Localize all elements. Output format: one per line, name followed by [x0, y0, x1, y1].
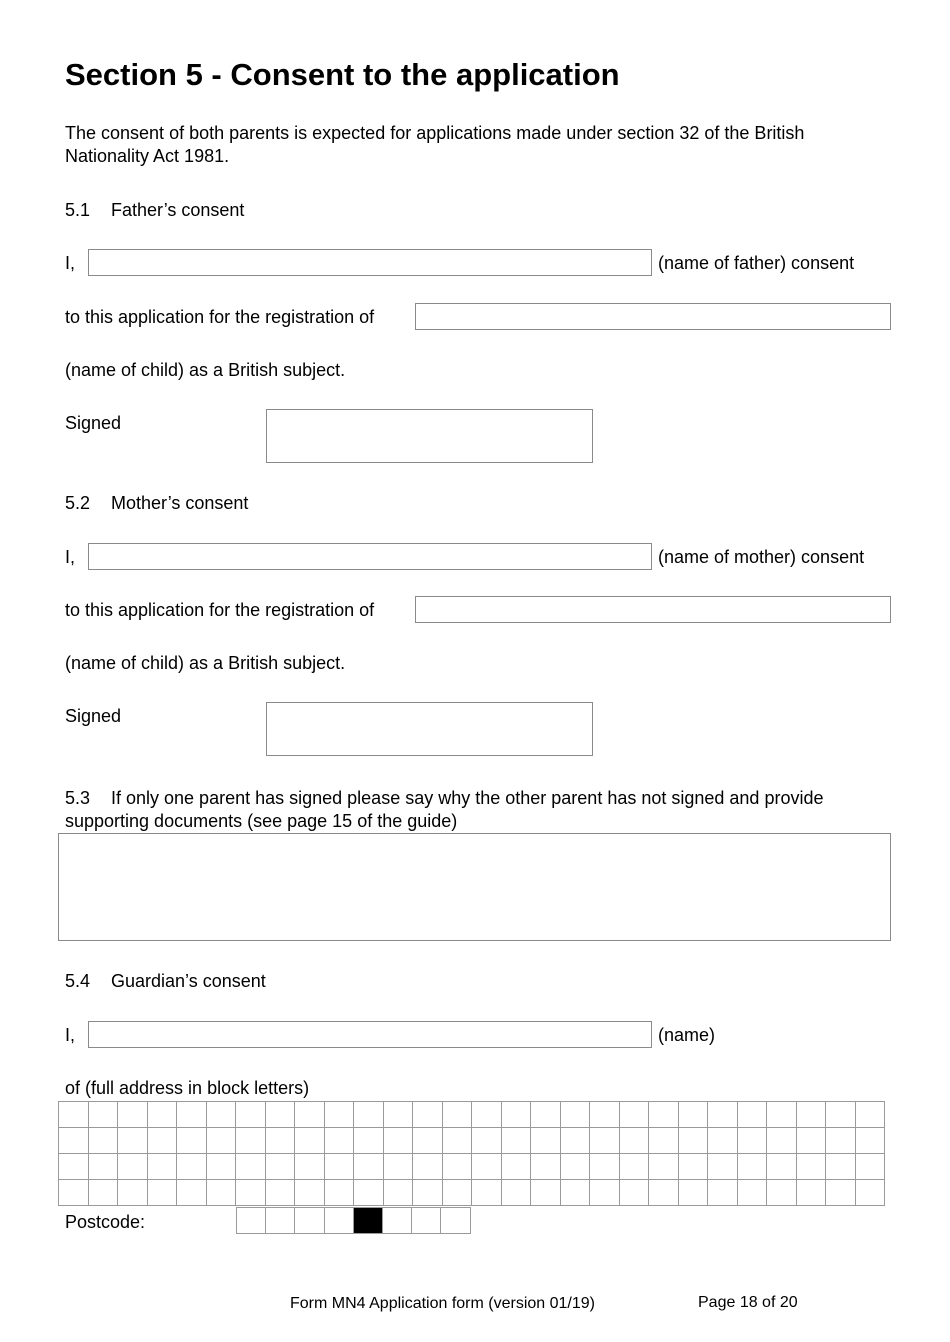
postcode-box[interactable]	[441, 1208, 470, 1234]
letter-box[interactable]	[649, 1102, 679, 1128]
letter-box[interactable]	[265, 1154, 295, 1180]
intro-text-line-1: The consent of both parents is expected for applications made under section 32 of the British	[65, 123, 805, 143]
letter-box[interactable]	[855, 1180, 885, 1206]
letter-box[interactable]	[383, 1128, 413, 1154]
letter-box[interactable]	[619, 1154, 649, 1180]
letter-box[interactable]	[442, 1128, 472, 1154]
address-grid-row	[59, 1154, 885, 1180]
mother-section-title: Mother’s consent	[111, 493, 249, 513]
letter-box[interactable]	[531, 1180, 561, 1206]
letter-box[interactable]	[708, 1102, 738, 1128]
letter-box[interactable]	[118, 1154, 148, 1180]
letter-box[interactable]	[59, 1154, 89, 1180]
postcode-box[interactable]	[237, 1208, 266, 1234]
letter-box[interactable]	[796, 1154, 826, 1180]
father-i-label: I,	[65, 253, 76, 273]
letter-box[interactable]	[826, 1154, 856, 1180]
letter-box[interactable]	[678, 1128, 708, 1154]
letter-box[interactable]	[501, 1154, 531, 1180]
letter-box[interactable]	[206, 1154, 236, 1180]
letter-box[interactable]	[147, 1154, 177, 1180]
letter-box[interactable]	[88, 1154, 118, 1180]
guardian-name-field[interactable]	[88, 1021, 652, 1048]
father-signature-field[interactable]	[266, 409, 593, 463]
letter-box[interactable]	[59, 1102, 89, 1128]
guardian-section-number: 5.4	[65, 971, 91, 991]
letter-box[interactable]	[501, 1180, 531, 1206]
letter-box[interactable]	[649, 1128, 679, 1154]
intro-text-line-2: Nationality Act 1981.	[65, 146, 230, 166]
letter-box[interactable]	[767, 1128, 797, 1154]
letter-box[interactable]	[177, 1102, 207, 1128]
letter-box[interactable]	[324, 1180, 354, 1206]
postcode-box[interactable]	[382, 1208, 411, 1234]
letter-box[interactable]	[855, 1154, 885, 1180]
letter-box[interactable]	[649, 1154, 679, 1180]
letter-box[interactable]	[678, 1180, 708, 1206]
guardian-i-label: I,	[65, 1025, 76, 1045]
letter-box[interactable]	[649, 1180, 679, 1206]
guardian-name-suffix: (name)	[658, 1025, 716, 1045]
letter-box[interactable]	[855, 1128, 885, 1154]
letter-box[interactable]	[590, 1180, 620, 1206]
guardian-section-title: Guardian’s consent	[111, 971, 266, 991]
one-parent-question	[65, 787, 823, 833]
letter-box[interactable]	[413, 1154, 443, 1180]
letter-box[interactable]	[560, 1180, 590, 1206]
letter-box[interactable]	[118, 1180, 148, 1206]
letter-box[interactable]	[737, 1154, 767, 1180]
mother-name-suffix: (name of mother) consent	[658, 547, 865, 567]
letter-box[interactable]	[59, 1180, 89, 1206]
father-consent-heading	[65, 200, 244, 221]
letter-box[interactable]	[265, 1180, 295, 1206]
letter-box[interactable]	[383, 1154, 413, 1180]
letter-box[interactable]	[236, 1154, 266, 1180]
letter-box[interactable]	[295, 1128, 325, 1154]
letter-box[interactable]	[88, 1180, 118, 1206]
letter-box[interactable]	[295, 1154, 325, 1180]
letter-box[interactable]	[147, 1128, 177, 1154]
guardian-address-label: of (full address in block letters)	[65, 1078, 310, 1098]
father-name-suffix: (name of father) consent	[658, 253, 855, 273]
letter-box[interactable]	[767, 1180, 797, 1206]
letter-box[interactable]	[413, 1128, 443, 1154]
letter-box[interactable]	[560, 1102, 590, 1128]
postcode-separator-box	[353, 1208, 382, 1234]
letter-box[interactable]	[767, 1102, 797, 1128]
one-parent-reason-textarea[interactable]	[58, 833, 891, 941]
footer-page-number: Page 18 of 20	[698, 1294, 798, 1311]
postcode-box[interactable]	[324, 1208, 353, 1234]
letter-box[interactable]	[737, 1180, 767, 1206]
letter-box[interactable]	[619, 1102, 649, 1128]
address-block-letter-grid[interactable]	[58, 1101, 885, 1206]
letter-box[interactable]	[354, 1128, 384, 1154]
letter-box[interactable]	[383, 1102, 413, 1128]
letter-box[interactable]	[590, 1154, 620, 1180]
letter-box[interactable]	[796, 1102, 826, 1128]
letter-box[interactable]	[354, 1102, 384, 1128]
letter-box[interactable]	[88, 1102, 118, 1128]
address-grid-row	[59, 1128, 885, 1154]
letter-box[interactable]	[737, 1102, 767, 1128]
letter-box[interactable]	[826, 1102, 856, 1128]
footer-form-info: Form MN4 Application form (version 01/19)	[290, 1295, 595, 1312]
mother-child-line: (name of child) as a British subject.	[65, 653, 346, 673]
letter-box[interactable]	[236, 1180, 266, 1206]
page-title: Section 5 - Consent to the application	[65, 57, 620, 92]
letter-box[interactable]	[826, 1128, 856, 1154]
mother-name-field[interactable]	[88, 543, 652, 570]
letter-box[interactable]	[472, 1102, 502, 1128]
letter-box[interactable]	[354, 1180, 384, 1206]
one-parent-section-number: 5.3	[65, 788, 91, 808]
letter-box[interactable]	[413, 1102, 443, 1128]
letter-box[interactable]	[560, 1128, 590, 1154]
postcode-box[interactable]	[412, 1208, 441, 1234]
guardian-consent-heading	[65, 971, 266, 992]
postcode-label: Postcode:	[65, 1212, 146, 1232]
letter-box[interactable]	[265, 1102, 295, 1128]
letter-box[interactable]	[560, 1154, 590, 1180]
letter-box[interactable]	[265, 1128, 295, 1154]
letter-box[interactable]	[796, 1180, 826, 1206]
letter-box[interactable]	[619, 1180, 649, 1206]
letter-box[interactable]	[413, 1180, 443, 1206]
letter-box[interactable]	[206, 1102, 236, 1128]
letter-box[interactable]	[472, 1128, 502, 1154]
father-signed-label: Signed	[65, 413, 122, 433]
letter-box[interactable]	[177, 1180, 207, 1206]
letter-box[interactable]	[590, 1128, 620, 1154]
letter-box[interactable]	[708, 1128, 738, 1154]
letter-box[interactable]	[324, 1128, 354, 1154]
letter-box[interactable]	[708, 1154, 738, 1180]
postcode-box[interactable]	[295, 1208, 324, 1234]
letter-box[interactable]	[619, 1128, 649, 1154]
letter-box[interactable]	[147, 1180, 177, 1206]
letter-box[interactable]	[236, 1128, 266, 1154]
letter-box[interactable]	[354, 1154, 384, 1180]
letter-box[interactable]	[206, 1128, 236, 1154]
letter-box[interactable]	[531, 1128, 561, 1154]
letter-box[interactable]	[472, 1154, 502, 1180]
letter-box[interactable]	[708, 1180, 738, 1206]
letter-box[interactable]	[118, 1102, 148, 1128]
letter-box[interactable]	[737, 1128, 767, 1154]
letter-box[interactable]	[531, 1154, 561, 1180]
father-registration-label: to this application for the registration of	[65, 307, 375, 327]
mother-registration-label: to this application for the registration of	[65, 600, 375, 620]
letter-box[interactable]	[177, 1128, 207, 1154]
father-section-title: Father’s consent	[111, 200, 245, 220]
letter-box[interactable]	[295, 1180, 325, 1206]
letter-box[interactable]	[796, 1128, 826, 1154]
letter-box[interactable]	[472, 1180, 502, 1206]
mother-section-number: 5.2	[65, 493, 91, 513]
letter-box[interactable]	[324, 1154, 354, 1180]
address-grid-row	[59, 1102, 885, 1128]
mother-consent-heading	[65, 493, 248, 514]
letter-box[interactable]	[324, 1102, 354, 1128]
one-parent-text-line-1: If only one parent has signed please say why the other parent has not signed and provide	[111, 788, 824, 808]
letter-box[interactable]	[442, 1154, 472, 1180]
address-grid-row	[59, 1180, 885, 1206]
letter-box[interactable]	[177, 1154, 207, 1180]
postcode-grid[interactable]	[236, 1207, 471, 1234]
letter-box[interactable]	[501, 1102, 531, 1128]
father-child-line: (name of child) as a British subject.	[65, 360, 346, 380]
letter-box[interactable]	[118, 1128, 148, 1154]
letter-box[interactable]	[206, 1180, 236, 1206]
letter-box[interactable]	[442, 1102, 472, 1128]
father-section-number: 5.1	[65, 200, 91, 220]
letter-box[interactable]	[88, 1128, 118, 1154]
letter-box[interactable]	[59, 1128, 89, 1154]
letter-box[interactable]	[147, 1102, 177, 1128]
letter-box[interactable]	[501, 1128, 531, 1154]
letter-box[interactable]	[383, 1180, 413, 1206]
letter-box[interactable]	[442, 1180, 472, 1206]
mother-i-label: I,	[65, 547, 76, 567]
mother-child-name-field[interactable]	[415, 596, 891, 623]
mother-signature-field[interactable]	[266, 702, 593, 756]
father-child-name-field[interactable]	[415, 303, 891, 330]
postcode-box[interactable]	[266, 1208, 295, 1234]
letter-box[interactable]	[678, 1154, 708, 1180]
letter-box[interactable]	[531, 1102, 561, 1128]
one-parent-text-line-2: supporting documents (see page 15 of the guide)	[65, 811, 458, 831]
letter-box[interactable]	[826, 1180, 856, 1206]
father-name-field[interactable]	[88, 249, 652, 276]
letter-box[interactable]	[590, 1102, 620, 1128]
letter-box[interactable]	[767, 1154, 797, 1180]
mother-signed-label: Signed	[65, 706, 122, 726]
letter-box[interactable]	[855, 1102, 885, 1128]
letter-box[interactable]	[678, 1102, 708, 1128]
letter-box[interactable]	[295, 1102, 325, 1128]
letter-box[interactable]	[236, 1102, 266, 1128]
